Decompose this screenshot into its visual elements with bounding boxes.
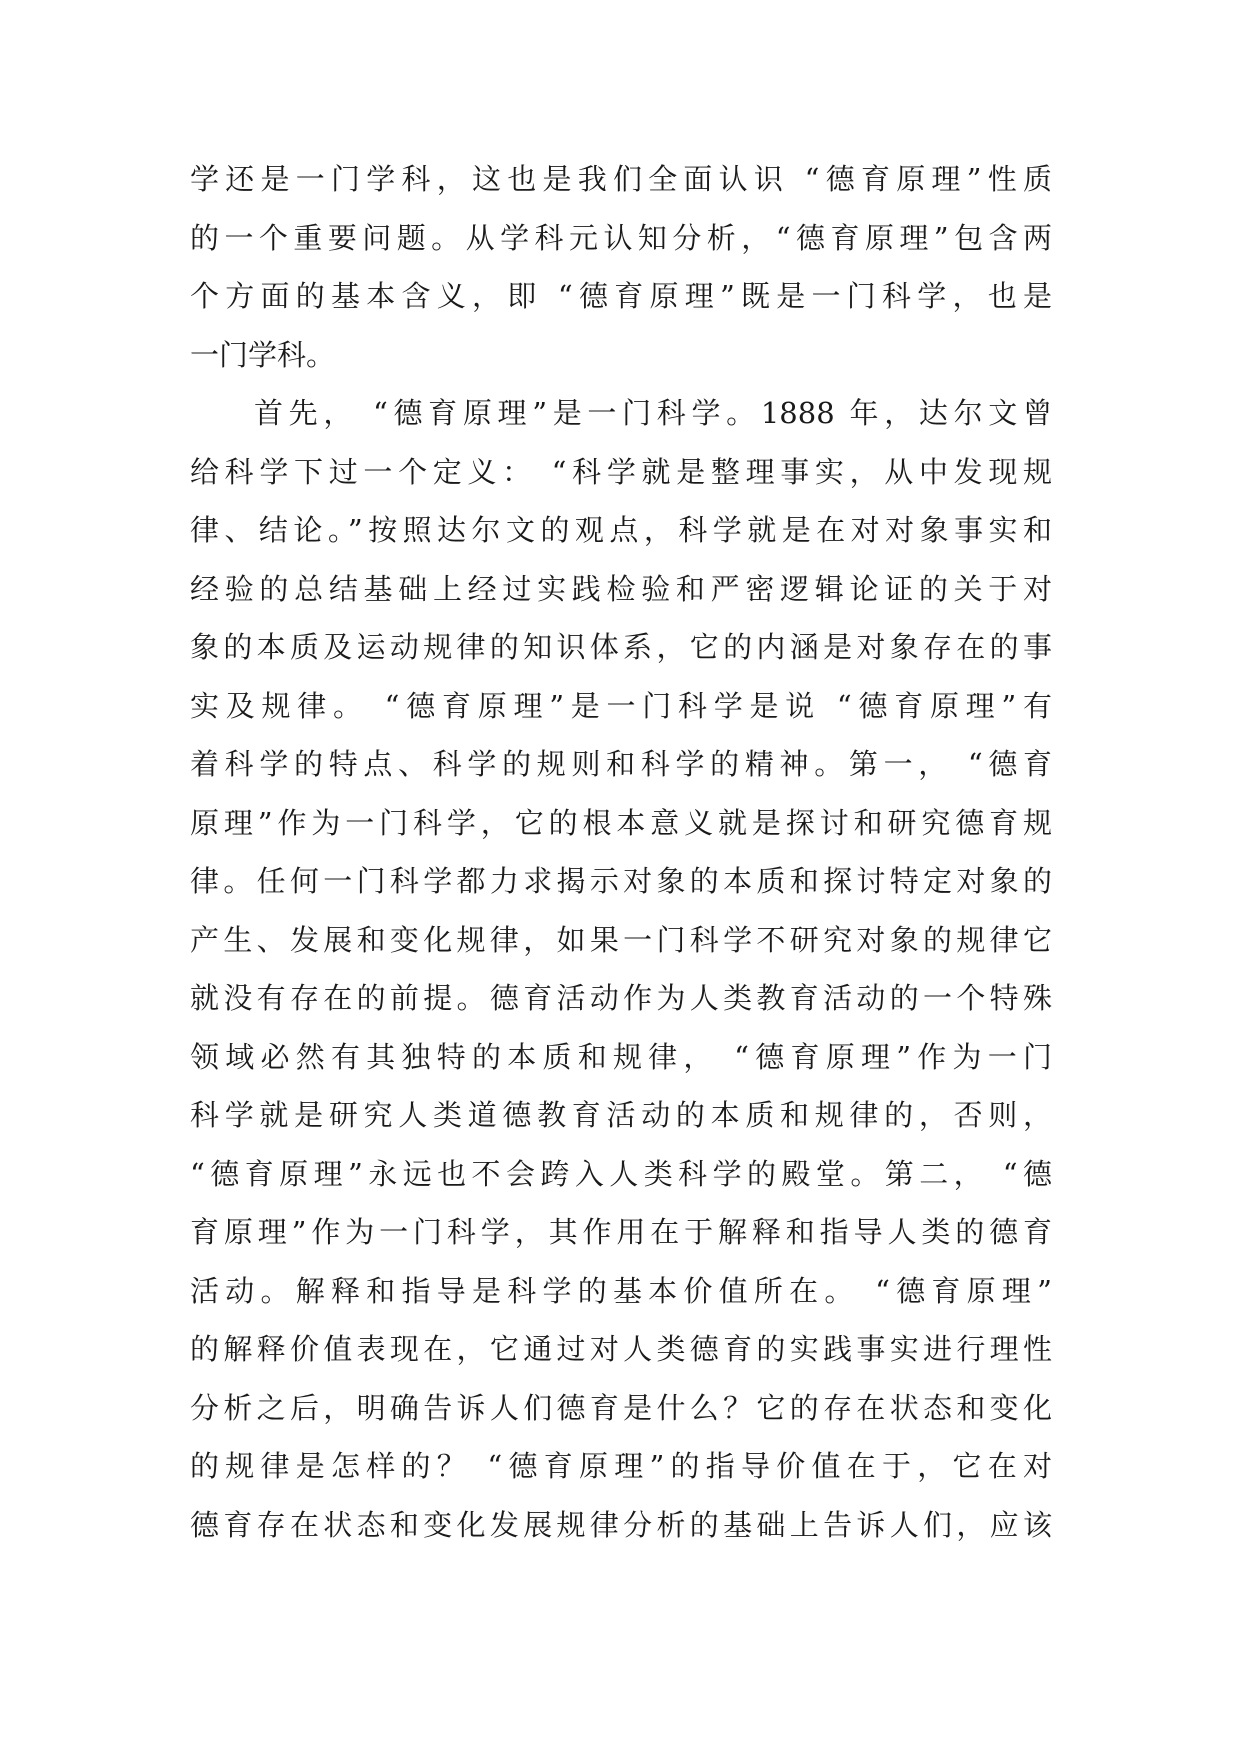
text-line: 个方面的基本含义，即 “德育原理”既是一门科学，也是: [190, 279, 1052, 313]
text-line: 分析之后，明确告诉人们德育是什么？它的存在状态和变化: [190, 1390, 1052, 1425]
text-line: “德育原理”永远也不会跨入人类科学的殿堂。第二， “德: [190, 1156, 1052, 1191]
text-line: 领域必然有其独特的本质和规律， “德育原理”作为一门: [190, 1039, 1052, 1074]
text-line: 给科学下过一个定义： “科学就是整理事实，从中发现规: [190, 454, 1052, 489]
text-line: 实及规律。 “德育原理”是一门科学是说 “德育原理”有: [190, 688, 1052, 723]
text-line: 律、结论。”按照达尔文的观点，科学就是在对对象事实和: [190, 513, 1052, 547]
text-line: 律。任何一门科学都力求揭示对象的本质和探讨特定对象的: [190, 864, 1052, 898]
text-line: 学还是一门学科，这也是我们全面认识 “德育原理”性质: [190, 162, 1052, 196]
text-line: 科学就是研究人类道德教育活动的本质和规律的，否则，: [190, 1098, 1052, 1132]
text-line: 活动。解释和指导是科学的基本价值所在。 “德育原理”: [190, 1273, 1052, 1308]
text-line: 经验的总结基础上经过实践检验和严密逻辑论证的关于对: [190, 571, 1052, 606]
text-line: 产生、发展和变化规律，如果一门科学不研究对象的规律它: [190, 922, 1052, 957]
text-line: 的解释价值表现在，它通过对人类德育的实践事实进行理性: [190, 1332, 1052, 1366]
text-line: 原理”作为一门科学，它的根本意义就是探讨和研究德育规: [190, 805, 1052, 840]
text-line: 的规律是怎样的？ “德育原理”的指导价值在于，它在对: [190, 1449, 1052, 1483]
text-line: 象的本质及运动规律的知识体系，它的内涵是对象存在的事: [190, 630, 1052, 664]
text-line: 的一个重要问题。从学科元认知分析，“德育原理”包含两: [190, 220, 1052, 255]
text-line: 一门学科。: [190, 337, 336, 372]
text-line: 着科学的特点、科学的规则和科学的精神。第一， “德育: [190, 747, 1052, 781]
text-line: 育原理”作为一门科学，其作用在于解释和指导人类的德育: [190, 1215, 1052, 1249]
text-line: 德育存在状态和变化发展规律分析的基础上告诉人们，应该: [190, 1507, 1052, 1542]
body-text: [190, 150, 1052, 1554]
text-line: 就没有存在的前提。德育活动作为人类教育活动的一个特殊: [190, 981, 1052, 1015]
paragraph-first-line: 首先， “德育原理”是一门科学。1888 年，达尔文曾: [254, 396, 1052, 430]
